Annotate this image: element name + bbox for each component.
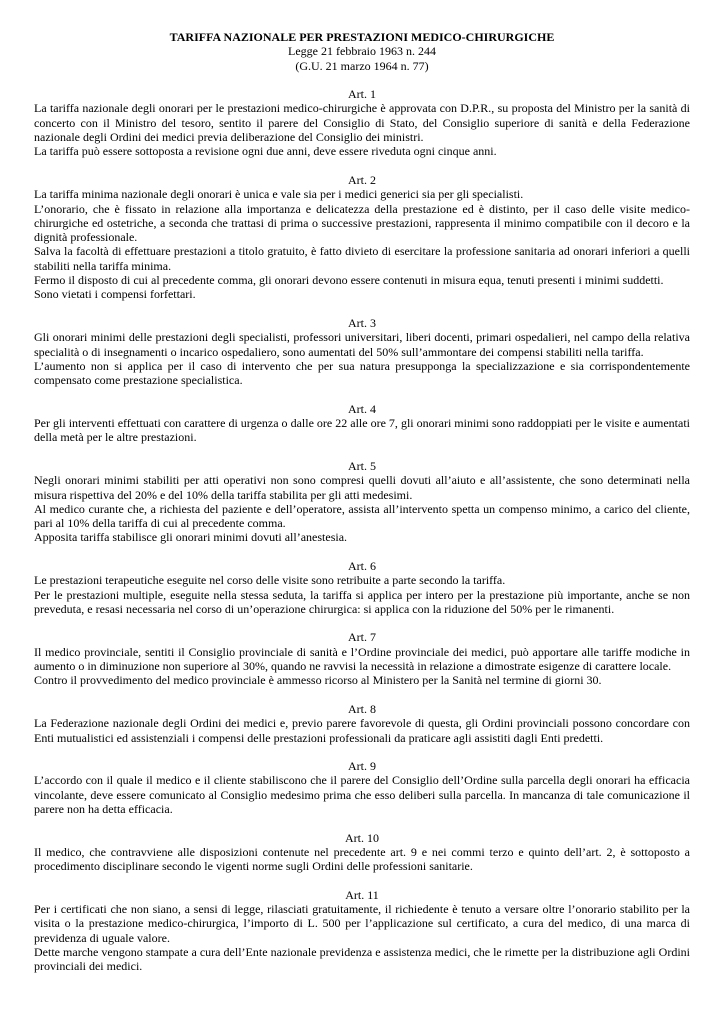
article-paragraph: Il medico provinciale, sentiti il Consiglio provinciale di sanità e l’Ordine provinciale dei medici, può apportare alle tariffe modiche in aumento o in diminuzione non superiore al 30%, quando ne ravvisi la necessità in relazione a dimostrate esigenze di carattere locale.: [34, 644, 690, 674]
article-8: [34, 702, 690, 745]
article-3: [34, 316, 690, 387]
article-5: [34, 459, 690, 545]
article-2: [34, 173, 690, 302]
article-heading: Art. 8: [348, 701, 376, 716]
article-heading: Art. 5: [348, 458, 376, 473]
article-heading: Art. 10: [345, 830, 379, 845]
article-paragraph: L’aumento non si applica per il caso di intervento che per sua natura presupponga la specializzazione e sia corrispondentemente compensato come prestazione specialistica.: [34, 358, 690, 388]
article-heading: Art. 1: [348, 87, 376, 102]
article-heading: Art. 11: [345, 887, 379, 902]
article-paragraph: Apposita tariffa stabilisce gli onorari minimi dovuti all’anestesia.: [34, 530, 348, 545]
article-heading: Art. 7: [348, 630, 376, 645]
article-paragraph: Dette marche vengono stampate a cura dell’Ente nazionale previdenza e assistenza medici, che le rimette per la distribuzione agli Ordini provinciali dei medici.: [34, 945, 690, 974]
article-4: [34, 402, 690, 445]
article-paragraph: La tariffa può essere sottoposta a revisione ogni due anni, deve essere riveduta ogni cinque anni.: [34, 144, 497, 159]
article-paragraph: Sono vietati i compensi forfettari.: [34, 287, 196, 302]
article-paragraph: Al medico curante che, a richiesta del paziente e dell’operatore, assista all’intervento spetta un compenso minimo, a carico del cliente, pari al 10% della tariffa di cui al precedente comma.: [34, 501, 690, 531]
law-reference: Legge 21 febbraio 1963 n. 244: [288, 44, 436, 59]
article-10: [34, 831, 690, 874]
article-paragraph: Per i certificati che non siano, a sensi di legge, rilasciati gratuitamente, il richiedente è tenuto a versare oltre l’onorario stabilito per la visita o la prestazione medico-chirurgica, l’importo di L. 500 per l’applicazione sul certificato, a cura del medico, di una marca di previdenza di uguale valore.: [34, 902, 690, 945]
article-11: [34, 888, 690, 974]
article-heading: Art. 2: [348, 172, 376, 187]
article-1: [34, 87, 690, 158]
article-heading: Art. 6: [348, 558, 376, 573]
article-paragraph: Gli onorari minimi delle prestazioni degli specialisti, professori universitari, liberi docenti, primari ospedalieri, nel campo della relativa specialità o di insegnamenti o incarico ospedaliero, sono aumentati del 50% sull’ammontare dei compensi stabiliti nella tariffa.: [34, 330, 690, 359]
article-paragraph: L’accordo con il quale il medico e il cliente stabiliscono che il parere del Consiglio dell’Ordine sulla parcella degli onorari ha efficacia vincolante, deve essere comunicato al Consiglio medesimo prima che esso deliberi sulla parcella. In mancanza di tale comunicazione il parere non ha detta efficacia.: [34, 773, 690, 817]
article-6: [34, 559, 690, 616]
article-heading: Art. 4: [348, 401, 376, 416]
article-paragraph: Le prestazioni terapeutiche eseguite nel corso delle visite sono retribuite a parte secondo la tariffa.: [34, 573, 506, 588]
document-page: [34, 30, 690, 974]
article-paragraph: La tariffa nazionale degli onorari per le prestazioni medico-chirurgiche è approvata con D.P.R., su proposta del Ministro per la sanità di concerto con il Ministro del tesoro, sentito il parere del Consiglio di Stato, del Consiglio superiore di sanità e della Federazione nazionale degli Ordini dei medici previa deliberazione del Consiglio dei ministri.: [34, 101, 690, 145]
article-paragraph: L’onorario, che è fissato in relazione alla importanza e delicatezza della prestazione ed è distinto, per il caso delle visite medico-chirurgiche ed ostetriche, a seconda che trattasi di prima o successive prestazioni, rappresenta il minimo compatibile con il decoro e la dignità professionale.: [34, 201, 690, 245]
article-heading: Art. 3: [348, 315, 376, 330]
article-paragraph: Negli onorari minimi stabiliti per atti operativi non sono compresi quelli dovuti all’aiuto e all’assistente, che sono determinati nella misura rispettiva del 20% e del 10% della tariffa stabilita per gli atti medesimi.: [34, 473, 690, 502]
article-paragraph: Per le prestazioni multiple, eseguite nella stessa seduta, la tariffa si applica per intero per la prestazione più importante, anche se non preveduta, e resasi necessaria nel corso di un’operazione chirurgica: si applica con la riduzione del 50% per le rimanenti.: [34, 587, 690, 616]
article-heading: Art. 9: [348, 759, 376, 774]
article-paragraph: La tariffa minima nazionale degli onorari è unica e vale sia per i medici generici sia per gli specialisti.: [34, 187, 524, 202]
article-paragraph: Il medico, che contravviene alle disposizioni contenute nel precedente art. 9 e nei commi terzo e quinto dell’art. 2, è sottoposto a procedimento disciplinare secondo le vigenti norme sugli Ordini delle professioni sanitarie.: [34, 844, 690, 874]
article-paragraph: Per gli interventi effettuati con carattere di urgenza o dalle ore 22 alle ore 7, gli onorari minimi sono raddoppiati per le visite e aumentati della metà per le altre prestazioni.: [34, 416, 690, 445]
article-paragraph: Fermo il disposto di cui al precedente comma, gli onorari devono essere contenuti in misura equa, tenuti presenti i minimi suddetti.: [34, 273, 664, 288]
article-paragraph: Contro il provvedimento del medico provinciale è ammesso ricorso al Ministero per la Sanità nel termine di giorni 30.: [34, 673, 602, 688]
article-paragraph: La Federazione nazionale degli Ordini dei medici e, previo parere favorevole di questa, gli Ordini provinciali possono concordare con Enti mutualistici ed assistenziali i compensi delle prestazioni professionali da praticare agli assistiti dagli Enti predetti.: [34, 716, 690, 745]
gazette-reference: (G.U. 21 marzo 1964 n. 77): [295, 58, 429, 73]
document-title: TARIFFA NAZIONALE PER PRESTAZIONI MEDICO-CHIRURGICHE: [169, 30, 555, 44]
article-9: [34, 759, 690, 816]
article-7: [34, 630, 690, 687]
articles-list: [34, 87, 690, 973]
article-paragraph: Salva la facoltà di effettuare prestazioni a titolo gratuito, è fatto divieto di esercitare la professione sanitaria ad onorari inferiori a quelli stabiliti nella tariffa minima.: [34, 244, 690, 273]
